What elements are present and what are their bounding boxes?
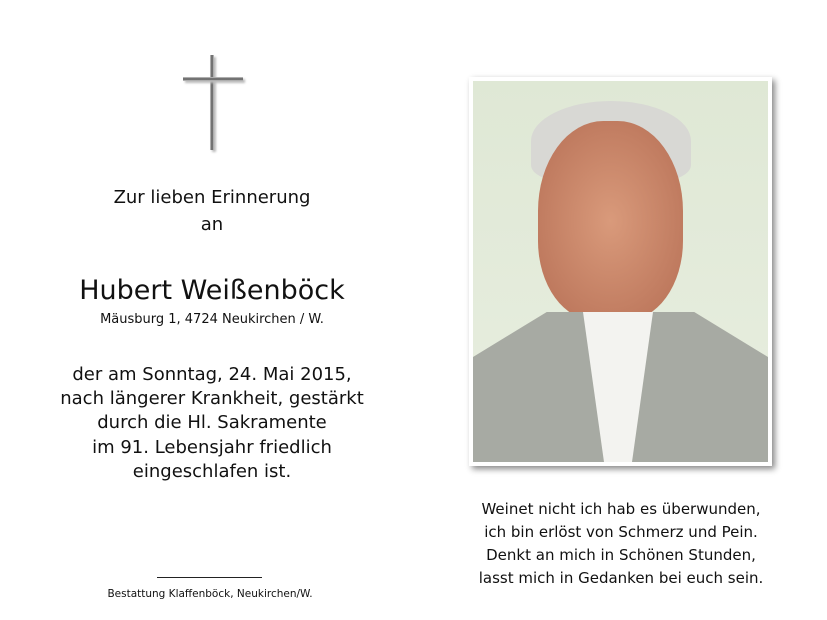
deceased-address: Mäusburg 1, 4724 Neukirchen / W. (100, 312, 324, 327)
body-line: im 91. Lebensjahr friedlich (92, 437, 332, 458)
portrait-photo (469, 77, 772, 466)
body-line: der am Sonntag, 24. Mai 2015, (72, 364, 352, 385)
poem-line: ich bin erlöst von Schmerz und Pein. (484, 523, 758, 541)
body-line: eingeschlafen ist. (132, 461, 292, 482)
funeral-home: Bestattung Klaffenböck, Neukirchen/W. (107, 588, 313, 600)
body-line: durch die Hl. Sakramente (97, 412, 327, 433)
poem-line: Denkt an mich in Schönen Stunden, (486, 546, 756, 564)
poem-line: lasst mich in Gedanken bei euch sein. (478, 569, 764, 587)
body-line: nach längerer Krankheit, gestärkt (60, 388, 364, 409)
intro-line1: Zur lieben Erinnerung (113, 187, 311, 208)
divider (157, 577, 262, 578)
intro-line2: an (200, 214, 224, 235)
poem-line: Weinet nicht ich hab es überwunden, (481, 500, 761, 518)
deceased-name: Hubert Weißenböck (79, 275, 345, 306)
